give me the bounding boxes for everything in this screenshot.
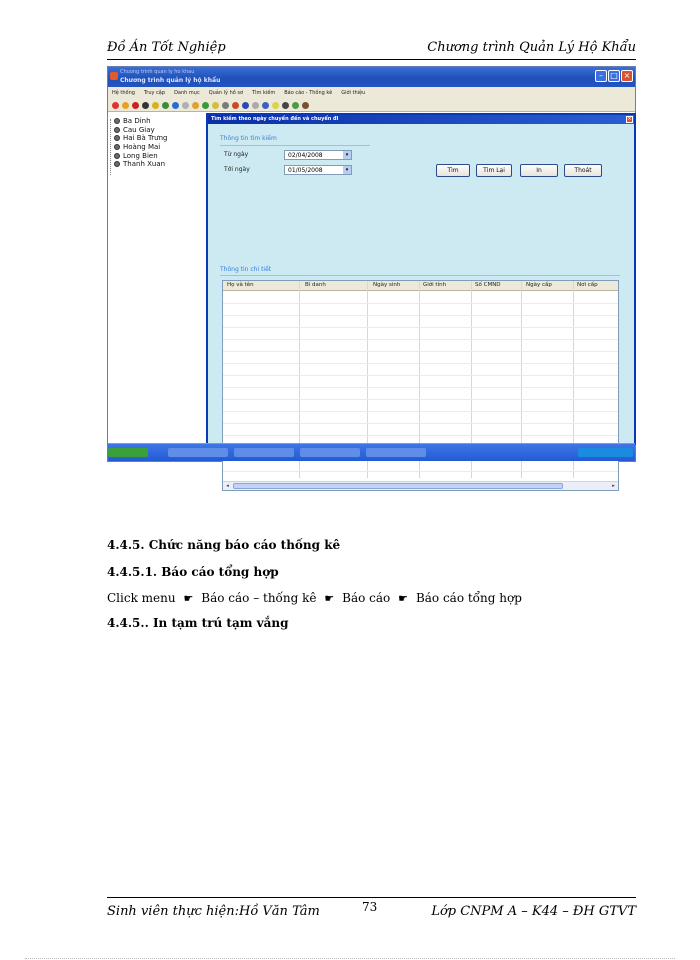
grid-row-line [223,315,618,316]
tree-item-label: Cau Giay [123,125,155,134]
maximize-icon[interactable]: □ [608,70,620,82]
menu-bao-cao[interactable]: Báo cáo - Thống kê [284,90,333,96]
from-date-picker[interactable] [284,150,352,160]
tree-item-thanh-xuan[interactable] [114,160,204,169]
grid-row-line [223,411,618,412]
taskbar-item[interactable] [300,448,360,457]
pointing-hand-icon: ☛ [398,592,409,605]
tree-item-label: Long Bien [123,151,158,160]
close-icon[interactable]: × [621,70,633,82]
toolbar-icon[interactable] [162,102,169,109]
start-button[interactable] [108,448,148,457]
menu-path-step: Báo cáo [342,591,391,605]
taskbar-item[interactable] [366,448,426,457]
tree-item-label: Hai Bà Trưng [123,134,168,143]
page-break-line [25,958,675,959]
column-header[interactable]: Họ và tên [227,282,254,288]
menu-he-thong[interactable]: Hệ thống [112,90,135,96]
window-title-small: Chuong trinh quan ly ho khau [120,69,195,75]
from-date-value: 02/04/2008 [288,152,323,159]
toolbar-icon[interactable] [222,102,229,109]
tree-item-ba-dinh[interactable] [114,117,204,126]
toolbar-icon[interactable] [202,102,209,109]
instruction-paragraph [107,591,522,605]
page-footer [107,897,636,921]
menu-path-step: Báo cáo tổng hợp [415,591,522,605]
globe-icon [114,118,120,124]
toolbar-icon[interactable] [112,102,119,109]
grid-row-line [223,327,618,328]
toolbar-icon[interactable] [272,102,279,109]
toolbar-icon[interactable] [132,102,139,109]
globe-icon [114,161,120,167]
column-header[interactable]: Nơi cấp [577,282,598,288]
tree-item-long-bien[interactable] [114,151,204,160]
column-header[interactable]: Giới tính [423,282,447,288]
to-date-picker[interactable] [284,165,352,175]
globe-icon [114,127,120,133]
system-tray [578,448,633,457]
toolbar-icon[interactable] [122,102,129,109]
column-header[interactable]: Ngày sinh [373,282,401,288]
to-date-value: 01/05/2008 [288,167,323,174]
grid-row-line [223,471,618,472]
section-divider [220,145,370,146]
app-screenshot [107,66,636,489]
page-number: 73 [362,900,378,914]
from-date-label: Từ ngày [224,151,249,158]
toolbar-icon[interactable] [282,102,289,109]
toolbar-icon[interactable] [292,102,299,109]
grid-row-line [223,363,618,364]
menu-bar [108,87,635,99]
grid-row-line [223,303,618,304]
tree-item-label: Ba Dinh [123,117,151,126]
taskbar [108,443,635,461]
tree-item-hoang-mai[interactable] [114,143,204,152]
globe-icon [114,135,120,141]
menu-truy-cap[interactable]: Truy cập [143,90,166,96]
menu-quan-ly-ho-so[interactable]: Quản lý hồ sơ [208,90,244,96]
print-button[interactable]: In [520,164,558,177]
taskbar-item[interactable] [168,448,228,457]
toolbar-icon[interactable] [172,102,179,109]
grid-row-line [223,387,618,388]
menu-danh-muc[interactable]: Danh mục [174,90,200,96]
exit-button[interactable]: Thoát [564,164,602,177]
grid-row-line [223,435,618,436]
header-left: Đồ Án Tốt Nghiệp [107,40,226,55]
scroll-left-icon[interactable]: ◂ [226,483,229,489]
grid-row-line [223,351,618,352]
page-header [107,40,636,60]
toolbar-icon[interactable] [232,102,239,109]
grid-header [223,281,618,291]
tree-item-cau-giay[interactable] [114,126,204,135]
search-button[interactable]: Tìm [436,164,470,177]
chevron-down-icon[interactable]: ▾ [343,151,351,159]
footer-class: Lớp CNPM A – K44 – ĐH GTVT [431,904,636,919]
grid-row-line [223,339,618,340]
to-date-label: Tới ngày [224,166,250,173]
toolbar-icon[interactable] [262,102,269,109]
dialog-title: Tìm kiếm theo ngày chuyển đến và chuyển đi [208,115,634,124]
scroll-right-icon[interactable]: ▸ [612,483,615,489]
toolbar-icon[interactable] [252,102,259,109]
heading-summary-report: 4.4.5.1. Báo cáo tổng hợp [107,565,279,579]
heading-reports: 4.4.5. Chức năng báo cáo thống kê [107,538,341,552]
column-header[interactable]: Ngày cấp [526,282,552,288]
window-titlebar [108,67,635,87]
toolbar-icon[interactable] [182,102,189,109]
menu-tim-kiem[interactable]: Tìm kiếm [252,90,276,96]
pointing-hand-icon: ☛ [183,592,194,605]
toolbar-icon[interactable] [142,102,149,109]
app-icon [110,72,118,80]
column-header[interactable]: Số CMND [475,282,501,288]
footer-author: Sinh viên thực hiện:Hồ Văn Tâm [107,904,320,919]
taskbar-item[interactable] [234,448,294,457]
toolbar-icon[interactable] [242,102,249,109]
scrollbar-thumb[interactable] [233,483,563,489]
heading-temporary-residence: 4.4.5.. In tạm trú tạm vắng [107,616,289,630]
tree-item-label: Thanh Xuan [123,160,166,169]
tree-item-label: Hoàng Mai [123,143,161,152]
toolbar-icon[interactable] [152,102,159,109]
click-menu-text: Click menu [107,591,176,605]
minimize-icon[interactable]: – [595,70,607,82]
reset-search-button[interactable]: Tìm Lại [476,164,512,177]
globe-icon [114,144,120,150]
globe-icon [114,153,120,159]
grid-row-line [223,375,618,376]
district-tree [114,117,204,169]
chevron-down-icon[interactable]: ▾ [343,166,351,174]
tree-item-hai-ba-trung[interactable] [114,134,204,143]
tree-connector [110,119,111,175]
toolbar-icon[interactable] [192,102,199,109]
toolbar-icon[interactable] [302,102,309,109]
toolbar [108,99,635,112]
pointing-hand-icon: ☛ [324,592,335,605]
search-section-title: Thông tin tìm kiếm [220,135,277,142]
detail-section-title: Thông tin chi tiết [220,266,272,273]
grid-row-line [223,399,618,400]
dialog-close-icon[interactable]: × [627,116,632,122]
grid-row-line [223,423,618,424]
header-right: Chương trình Quản Lý Hộ Khẩu [427,40,636,55]
horizontal-scrollbar[interactable] [223,481,618,490]
search-dialog [206,113,636,489]
menu-gioi-thieu[interactable]: Giới thiệu [341,90,366,96]
window-title: Chương trình quản lý hộ khẩu [120,77,221,84]
menu-path-step: Báo cáo – thống kê [201,591,317,605]
column-header[interactable]: Bí danh [305,282,326,288]
toolbar-icon[interactable] [212,102,219,109]
section-divider [220,275,620,276]
